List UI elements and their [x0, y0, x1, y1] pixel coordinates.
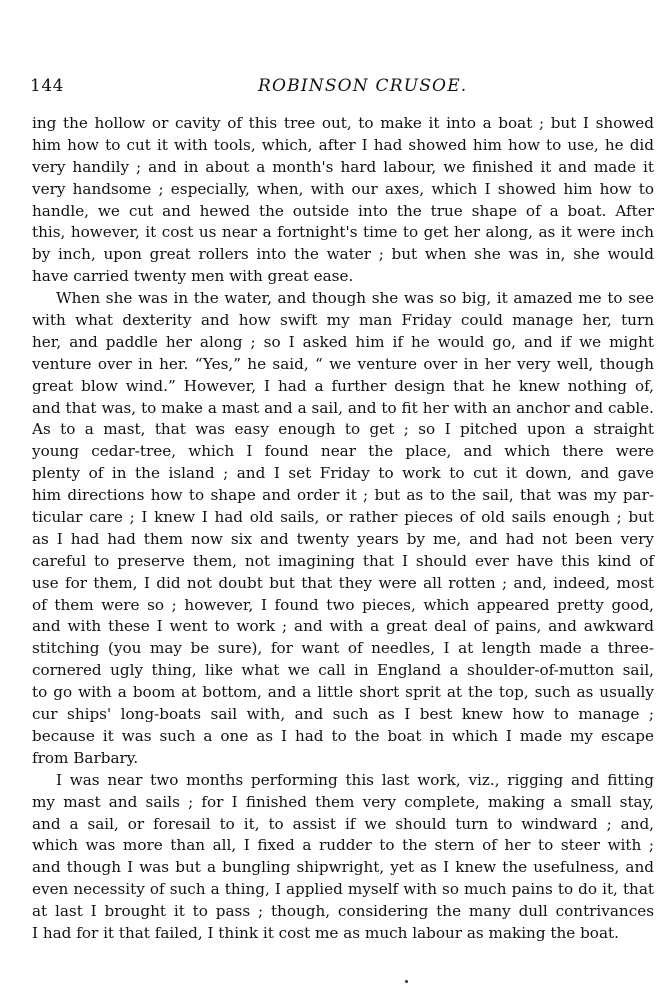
text-line: very handsome ; especially, when, with our axes, which I showed him how to	[32, 179, 654, 198]
text-line: ing the hollow or cavity of this tree out, to make it into a boat ; but I showed	[32, 114, 654, 132]
text-line: and a sail, or foresail to it, to assist if we should turn to windward ; and,	[32, 814, 654, 833]
text-line: because it was such a one as I had to the boat in which I made my escape	[32, 726, 654, 745]
text-line: venture over in her. “Yes,” he said, “ we venture over in her very well, though	[32, 354, 654, 373]
text-line: I had for it that failed, I think it cost me as much labour as making the boat.	[32, 923, 619, 942]
text-line: use for them, I did not doubt but that they were all rotten ; and, indeed, most	[32, 573, 654, 592]
body-text	[32, 113, 654, 945]
text-line: which was more than all, I fixed a rudder to the stern of her to steer with ;	[32, 836, 654, 855]
text-line: great blow wind.” However, I had a further design that he knew nothing of,	[32, 376, 654, 395]
paragraph-1	[32, 113, 654, 288]
text-line: with what dexterity and how swift my man Friday could manage her, turn	[32, 311, 654, 330]
text-line: of them were so ; however, I found two pieces, which appeared pretty good,	[32, 595, 654, 614]
page-header	[30, 76, 655, 98]
text-line: even necessity of such a thing, I applied myself with so much pains to do it, that	[32, 880, 654, 899]
text-line: this, however, it cost us near a fortnight's time to get her along, as it were inch	[32, 223, 654, 242]
text-line: and that was, to make a mast and a sail, and to fit her with an anchor and cable.	[32, 398, 654, 417]
text-line: and though I was but a bungling shipwright, yet as I knew the usefulness, and	[32, 858, 654, 877]
text-line: to go with a boom at bottom, and a little short sprit at the top, such as usually	[32, 683, 654, 702]
text-line: I was near two months performing this last work, viz., rigging and fitting	[56, 770, 654, 789]
text-line: handle, we cut and hewed the outside into the true shape of a boat. After	[32, 201, 654, 220]
text-line: her, and paddle her along ; so I asked him if he would go, and if we might	[32, 332, 654, 351]
text-line: cornered ugly thing, like what we call in England a shoulder-of-mutton sail,	[32, 661, 654, 680]
text-line: at last I brought it to pass ; though, considering the many dull contrivances	[32, 902, 654, 921]
text-line: by inch, upon great rollers into the water ; but when she was in, she would	[32, 245, 654, 264]
text-line: have carried twenty men with great ease.	[32, 267, 354, 286]
text-line: plenty of in the island ; and I set Friday to work to cut it down, and gave	[32, 464, 654, 483]
text-line: my mast and sails ; for I finished them very complete, making a small stay,	[32, 792, 654, 811]
running-title: ROBINSON CRUSOE.	[258, 76, 468, 96]
paragraph-2	[32, 288, 654, 770]
text-line: him directions how to shape and order it ; but as to the sail, that was my par-	[32, 486, 654, 505]
text-line: stitching (you may be sure), for want of needles, I at length made a three-	[32, 639, 654, 658]
print-speck	[405, 980, 408, 983]
text-line: young cedar-tree, which I found near the place, and which there were	[32, 442, 654, 461]
paragraph-3	[32, 770, 654, 945]
text-line: As to a mast, that was easy enough to get ; so I pitched upon a straight	[32, 420, 654, 439]
text-line: from Barbary.	[32, 748, 139, 767]
text-line: cur ships' long-boats sail with, and such as I best knew how to manage ;	[32, 705, 654, 724]
text-line: as I had had them now six and twenty years by me, and had not been very	[32, 529, 654, 548]
text-line: him how to cut it with tools, which, after I had showed him how to use, he did	[32, 135, 654, 154]
text-line: careful to preserve them, not imagining that I should ever have this kind of	[32, 551, 654, 570]
page-number: 144	[30, 76, 64, 96]
text-line: ticular care ; I knew I had old sails, or rather pieces of old sails enough ; but	[32, 508, 654, 527]
text-line: very handily ; and in about a month's hard labour, we finished it and made it	[32, 157, 654, 176]
text-line: and with these I went to work ; and with a great deal of pains, and awkward	[32, 617, 654, 636]
text-line: When she was in the water, and though she was so big, it amazed me to see	[56, 289, 654, 308]
